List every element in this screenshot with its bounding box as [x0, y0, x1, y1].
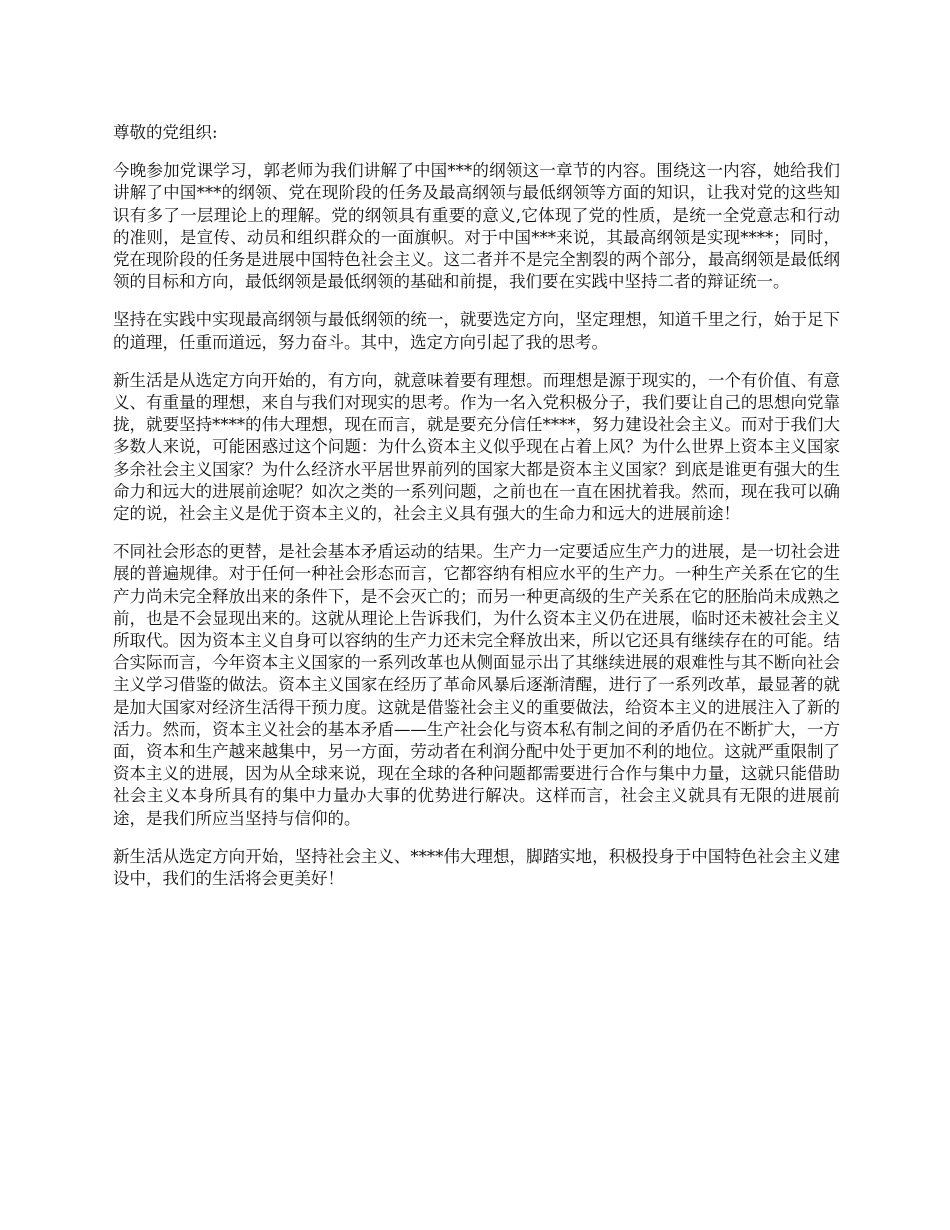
paragraph-party-program: 今晚参加党课学习，郭老师为我们讲解了中国***的纲领这一章节的内容。围绕这一内容，她给我们讲解了中国***的纲领、党在现阶段的任务及最高纲领与最低纲领等方面的知识，让我对党的这些知识有多了一层理论上的理解。党的纲领具有重要的意义,它体现了党的性质，是统一全党意志和行动的准则，是宣传、动员和组织群众的一面旗帜。对于中国***来说，其最高纲领是实现****；同时，党在现阶段的任务是进展中国特色社会主义。这二者并不是完全割裂的两个部分，最高纲领是最低纲领的目标和方向，最低纲领是最低纲领的基础和前提，我们要在实践中坚持二者的辩证统一。: [113, 161, 840, 292]
paragraph-unity-of-programs: 坚持在实践中实现最高纲领与最低纲领的统一，就要选定方向，坚定理想，知道千里之行，始于足下的道理，任重而道远，努力奋斗。其中，选定方向引起了我的思考。: [113, 310, 840, 352]
salutation: 尊敬的党组织:: [113, 123, 218, 142]
document-body: [113, 122, 840, 906]
paragraph-new-life-ideals: 新生活是从选定方向开始的，有方向，就意味着要有理想。而理想是源于现实的，一个有价值、有意义、有重量的理想，来自与我们对现实的思考。作为一名入党积极分子，我们要让自己的思想向党靠拢，就要坚持****的伟大理想，现在而言，就是要充分信任****，努力建设社会主义。而对于我们大多数人来说，可能困惑过这个问题：为什么资本主义似乎现在占着上风？为什么世界上资本主义国家多余社会主义国家？为什么经济水平居世界前列的国家大都是资本主义国家？到底是谁更有强大的生命力和远大的进展前途呢？如次之类的一系列问题，之前也在一直在困扰着我。然而，现在我可以确定的说，社会主义是优于资本主义的，社会主义具有强大的生命力和远大的进展前途！: [113, 370, 840, 524]
paragraph-social-forms: 不同社会形态的更替，是社会基本矛盾运动的结果。生产力一定要适应生产力的进展，是一切社会进展的普遍规律。对于任何一种社会形态而言，它都容纳有相应水平的生产力。一种生产关系在它的生产力尚未完全释放出来的条件下，是不会灭亡的；而另一种更高级的生产关系在它的胚胎尚未成熟之前，也是不会显现出来的。这就从理论上告诉我们，为什么资本主义仍在进展，临时还未被社会主义所取代。因为资本主义自身可以容纳的生产力还未完全释放出来，所以它还具有继续存在的可能。结合实际而言，今年资本主义国家的一系列改革也从侧面显示出了其继续进展的艰难性与其不断向社会主义学习借鉴的做法。资本主义国家在经历了革命风暴后逐渐清醒，进行了一系列改革，最显著的就是加大国家对经济生活得干预力度。这就是借鉴社会主义的重要做法，给资本主义的进展注入了新的活力。然而，资本主义社会的基本矛盾——生产社会化与资本私有制之间的矛盾仍在不断扩大，一方面，资本和生产越来越集中，另一方面，劳动者在利润分配中处于更加不利的地位。这就严重限制了资本主义的进展，因为从全球来说，现在全球的各种问题都需要进行合作与集中力量，这就只能借助社会主义本身所具有的集中力量办大事的优势进行解决。这样而言，社会主义就具有无限的进展前途，是我们所应当坚持与信仰的。: [113, 542, 840, 828]
paragraph-conclusion: 新生活从选定方向开始，坚持社会主义、****伟大理想，脚踏实地，积极投身于中国特色社会主义建设中，我们的生活将会更美好！: [113, 846, 840, 889]
